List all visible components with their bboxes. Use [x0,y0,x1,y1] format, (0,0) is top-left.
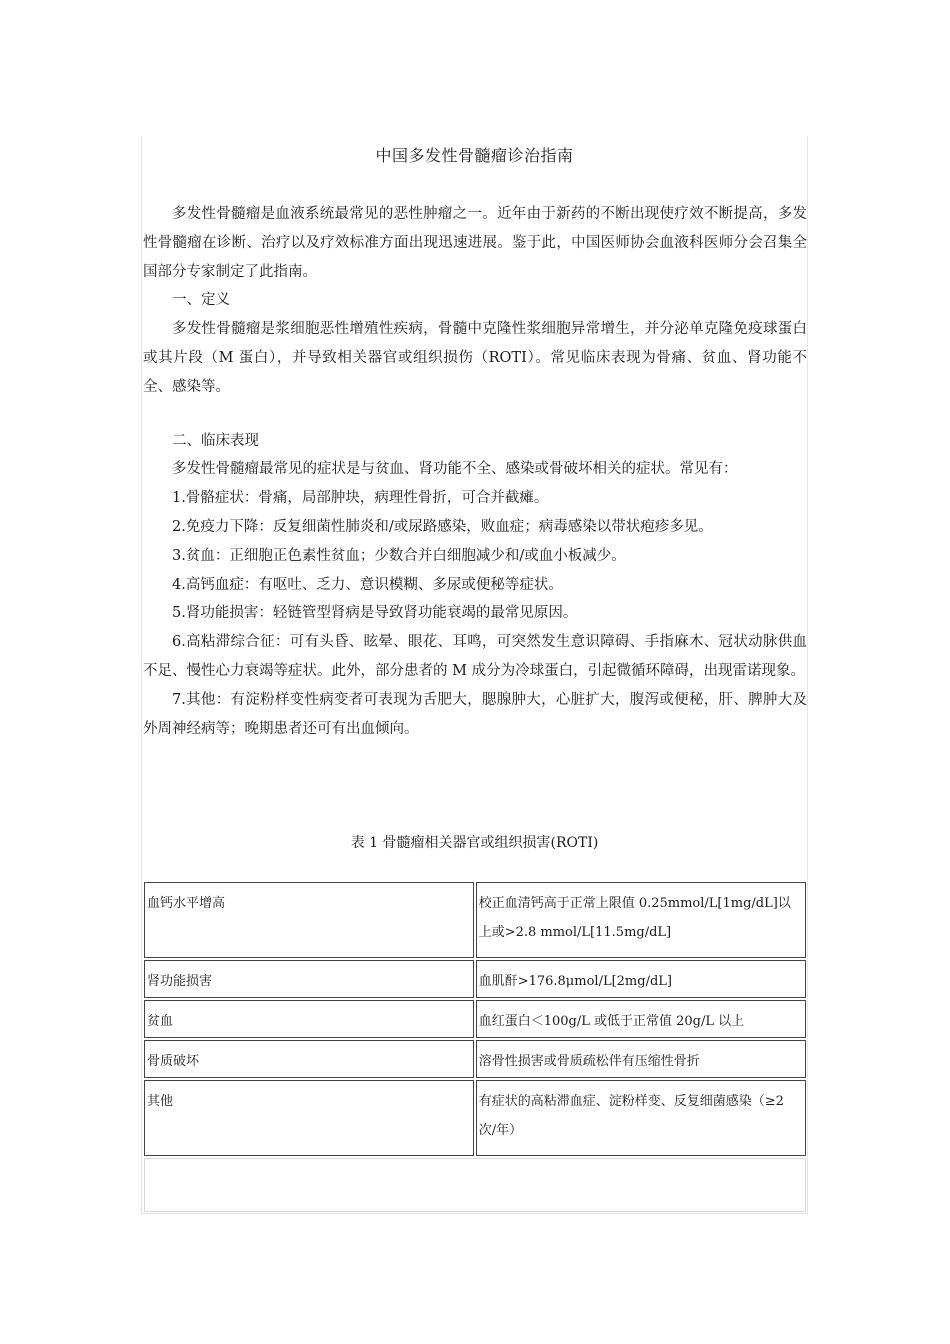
clinical-heading: 二、临床表现 [172,432,259,449]
table-cell-item: 血钙水平增高 [144,882,474,958]
table-cell-item: 贫血 [144,1000,474,1038]
clinical-item-4: 4.高钙血症：有呕吐、乏力、意识模糊、多尿或便秘等症状。 [172,576,563,593]
table-cell-empty [144,1158,806,1212]
table-row [144,1040,806,1078]
clinical-paragraph: 多发性骨髓瘤最常见的症状是与贫血、肾功能不全、感染或骨破坏相关的症状。常见有： [172,461,738,478]
clinical-item-6: 6.高粘滞综合征：可有头昏、眩晕、眼花、耳鸣，可突然发生意识障碍、手指麻木、冠状动脉供血不足、慢性心力衰竭等症状。此外，部分患者的 M 成分为冷球蛋白，引起微循环障碍，出现雷诺现象。 [143,634,807,679]
clinical-item-2: 2.免疫力下降：反复细菌性肺炎和/或尿路感染，败血症；病毒感染以带状疱疹多见。 [172,518,713,535]
clinical-item-3: 3.贫血：正细胞正色素性贫血；少数合并白细胞减少和/或血小板减少。 [172,547,626,564]
table-cell-item: 肾功能损害 [144,960,474,998]
table-row [144,960,806,998]
document-title: 中国多发性骨髓瘤诊治指南 [375,146,574,165]
spacer [143,402,807,427]
roti-table [142,880,808,1214]
definition-paragraph: 多发性骨髓瘤是浆细胞恶性增殖性疾病，骨髓中克隆性浆细胞异常增生，并分泌单克隆免疫球蛋白或其片段（M 蛋白），并导致相关器官或组织损伤（ROTI）。常见临床表现为骨痛、贫血、肾功能不全、感染等。 [143,321,807,395]
table-caption: 表 1 骨髓瘤相关器官或组织损害(ROTI) [350,835,599,851]
table-cell-criteria: 血红蛋白＜100g/L 或低于正常值 20g/L 以上 [476,1000,806,1038]
table-row-empty [144,1158,806,1212]
definition-heading: 一、定义 [172,292,230,309]
clinical-item-1: 1.骨骼症状：骨痛，局部肿块，病理性骨折，可合并截瘫。 [172,490,549,507]
table-cell-criteria: 血肌酐>176.8μmol/L[2mg/dL] [476,960,806,998]
document-body [143,200,807,743]
table-row [144,1080,806,1156]
table-cell-criteria: 校正血清钙高于正常上限值 0.25mmol/L[1mg/dL]以上或>2.8 mmol/L[11.5mg/dL] [476,882,806,958]
table-cell-item: 骨质破坏 [144,1040,474,1078]
table-row [144,882,806,958]
intro-paragraph: 多发性骨髓瘤是血液系统最常见的恶性肿瘤之一。近年由于新药的不断出现使疗效不断提高，多发性骨髓瘤在诊断、治疗以及疗效标准方面出现迅速进展。鉴于此，中国医师协会血液科医师分会召集全国部分专家制定了此指南。 [143,206,807,280]
clinical-item-7: 7.其他：有淀粉样变性病变者可表现为舌肥大，腮腺肿大，心脏扩大，腹泻或便秘，肝、脾肿大及外周神经病等；晚期患者还可有出血倾向。 [143,691,807,737]
table-row [144,1000,806,1038]
clinical-item-5: 5.肾功能损害：轻链管型肾病是导致肾功能衰竭的最常见原因。 [172,605,578,622]
table-cell-criteria: 溶骨性损害或骨质疏松伴有压缩性骨折 [476,1040,806,1078]
table-cell-item: 其他 [144,1080,474,1156]
table-cell-criteria: 有症状的高粘滞血症、淀粉样变、反复细菌感染（≥2 次/年） [476,1080,806,1156]
